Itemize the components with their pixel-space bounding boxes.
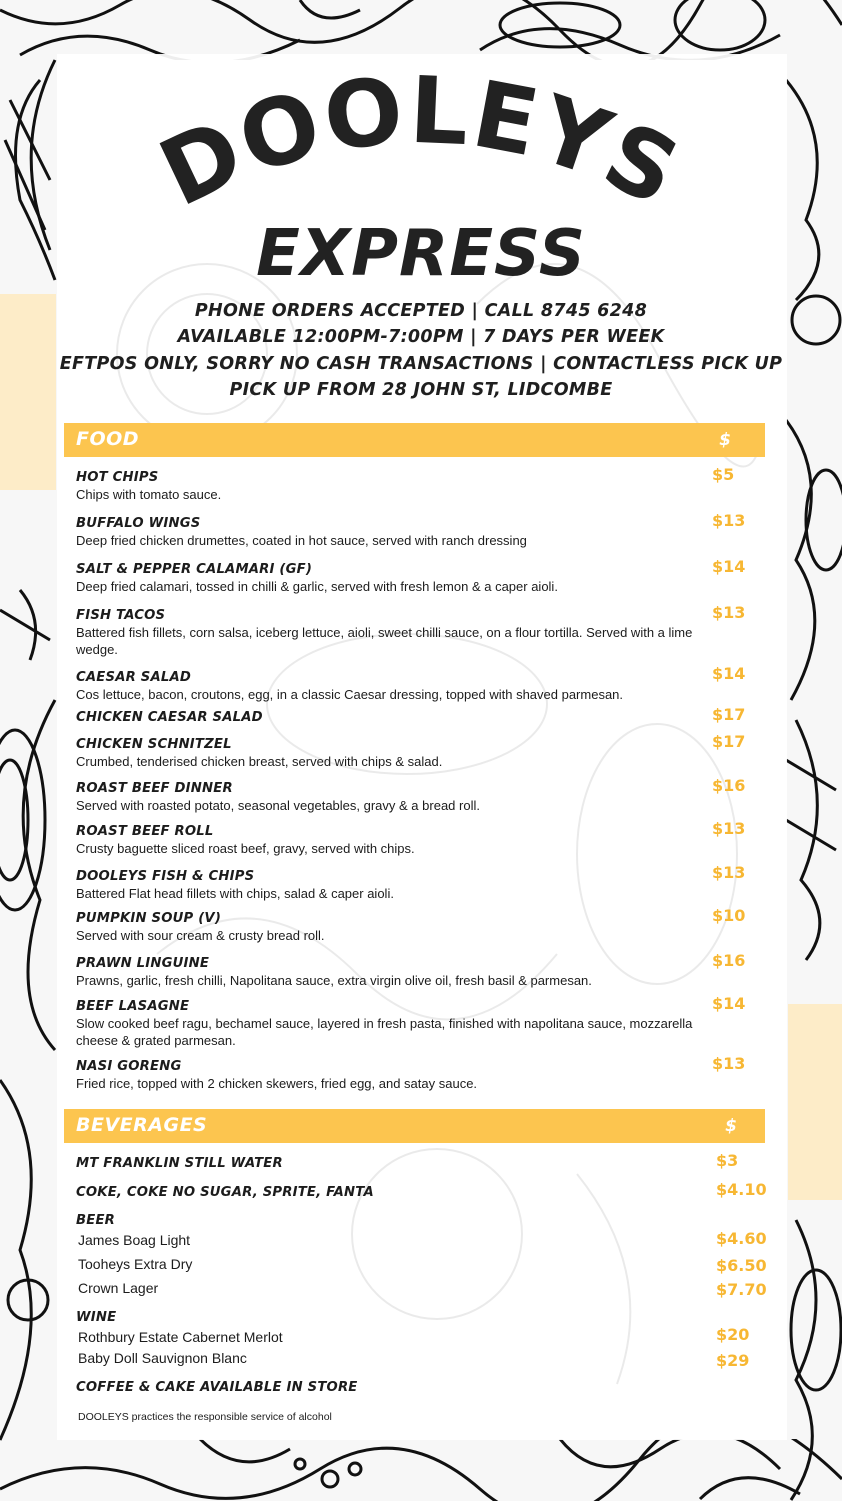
menu-item-roast-beef-roll bbox=[76, 823, 766, 857]
beverage-category-name: WINE bbox=[76, 1310, 117, 1325]
logo-line1: DOOLEYS bbox=[144, 56, 697, 228]
menu-item-name: SALT & PEPPER CALAMARI (GF) bbox=[76, 562, 313, 577]
beverages-currency-label: $ bbox=[725, 1116, 737, 1136]
beverage-price: $3 bbox=[716, 1151, 739, 1170]
menu-item-buffalo-wings bbox=[76, 515, 766, 549]
menu-item-description: Deep fried chicken drumettes, coated in hot sauce, served with ranch dressing bbox=[76, 533, 527, 548]
beverage-name: MT FRANKLIN STILL WATER bbox=[76, 1156, 283, 1171]
beverage-category-name: BEER bbox=[76, 1213, 116, 1228]
menu-item-name: PUMPKIN SOUP (V) bbox=[76, 911, 222, 926]
brand-logo bbox=[0, 0, 842, 290]
menu-item-name: CHICKEN CAESAR SALAD bbox=[76, 710, 263, 725]
menu-item-name: ROAST BEEF DINNER bbox=[76, 781, 233, 796]
info-pickup-line: PICK UP FROM 28 JOHN ST, LIDCOMBE bbox=[229, 379, 613, 400]
beverage-water bbox=[76, 1155, 766, 1172]
menu-item-name: DOOLEYS FISH & CHIPS bbox=[76, 869, 255, 884]
beer-item-price: $4.60 bbox=[716, 1229, 767, 1248]
menu-item-description: Slow cooked beef ragu, bechamel sauce, layered in fresh pasta, finished with napolitana sauce, mozzarella cheese & grated parmesan. bbox=[76, 1016, 693, 1048]
wine-item-price: $20 bbox=[716, 1325, 750, 1344]
beverage-beer-heading bbox=[76, 1212, 766, 1229]
menu-item-price: $13 bbox=[712, 819, 746, 838]
menu-item-description: Battered Flat head fillets with chips, salad & caper aioli. bbox=[76, 886, 394, 901]
menu-item-calamari bbox=[76, 561, 766, 595]
menu-item-price: $17 bbox=[712, 705, 746, 724]
menu-item-beef-lasagne bbox=[76, 998, 766, 1049]
info-phone-line: PHONE ORDERS ACCEPTED | CALL 8745 6248 bbox=[194, 301, 648, 321]
menu-item-hot-chips bbox=[76, 469, 766, 503]
menu-item-price: $13 bbox=[712, 863, 746, 882]
menu-item-price: $14 bbox=[712, 664, 746, 683]
beer-item-price: $7.70 bbox=[716, 1280, 767, 1299]
menu-item-price: $5 bbox=[712, 465, 735, 484]
menu-item-roast-beef-dinner bbox=[76, 780, 766, 814]
menu-item-name: ROAST BEEF ROLL bbox=[76, 824, 214, 839]
logo-line2: EXPRESS bbox=[256, 217, 586, 290]
menu-item-name: NASI GORENG bbox=[76, 1059, 182, 1074]
info-payment-line: EFTPOS ONLY, SORRY NO CASH TRANSACTIONS | CONTACTLESS PICK UP bbox=[59, 353, 783, 374]
menu-item-name: BEEF LASAGNE bbox=[76, 999, 190, 1014]
menu-item-chicken-schnitzel bbox=[76, 736, 766, 770]
responsible-service-note: DOOLEYS practices the responsible service of alcohol bbox=[78, 1411, 332, 1423]
menu-item-description: Served with sour cream & crusty bread roll. bbox=[76, 928, 325, 943]
menu-item-name: CHICKEN SCHNITZEL bbox=[76, 737, 232, 752]
bottom-vegetable-illustration bbox=[0, 1439, 842, 1501]
menu-item-price: $10 bbox=[712, 906, 746, 925]
beer-item-name: James Boag Light bbox=[78, 1232, 191, 1248]
right-accent-tab bbox=[788, 1004, 842, 1200]
beer-item-name: Crown Lager bbox=[78, 1280, 159, 1296]
menu-item-caesar-salad bbox=[76, 669, 766, 703]
menu-item-price: $14 bbox=[712, 557, 746, 576]
menu-item-chicken-caesar-salad bbox=[76, 709, 766, 726]
menu-item-name: HOT CHIPS bbox=[76, 470, 159, 485]
menu-item-fish-tacos bbox=[76, 607, 766, 658]
info-hours-line: AVAILABLE 12:00PM-7:00PM | 7 DAYS PER WEEK bbox=[177, 327, 665, 348]
menu-item-description: Chips with tomato sauce. bbox=[76, 487, 222, 502]
menu-item-pumpkin-soup bbox=[76, 910, 766, 944]
beer-item-price: $6.50 bbox=[716, 1256, 767, 1275]
menu-item-fish-and-chips bbox=[76, 868, 766, 902]
menu-item-description: Cos lettuce, bacon, croutons, egg, in a classic Caesar dressing, topped with shaved parmesan. bbox=[76, 687, 624, 702]
menu-item-name: CAESAR SALAD bbox=[76, 670, 192, 685]
menu-item-description: Prawns, garlic, fresh chilli, Napolitana sauce, extra virgin olive oil, fresh basil & parmesan. bbox=[76, 973, 592, 988]
wine-item-name: Baby Doll Sauvignon Blanc bbox=[78, 1350, 247, 1366]
menu-item-name: PRAWN LINGUINE bbox=[76, 956, 210, 971]
menu-item-description: Deep fried calamari, tossed in chilli & garlic, served with fresh lemon & a caper aioli. bbox=[76, 579, 558, 594]
beverage-name: COKE, COKE NO SUGAR, SPRITE, FANTA bbox=[76, 1185, 374, 1200]
menu-item-price: $13 bbox=[712, 511, 746, 530]
beverage-soft-drinks bbox=[76, 1184, 766, 1201]
menu-item-prawn-linguine bbox=[76, 955, 766, 989]
menu-item-name: FISH TACOS bbox=[76, 608, 166, 623]
menu-item-description: Crusty baguette sliced roast beef, gravy, served with chips. bbox=[76, 841, 415, 856]
menu-item-price: $14 bbox=[712, 994, 746, 1013]
menu-item-description: Battered fish fillets, corn salsa, iceberg lettuce, aioli, sweet chilli sauce, on a flour tortilla. Served with a lime wedge. bbox=[76, 625, 693, 657]
menu-item-price: $13 bbox=[712, 603, 746, 622]
beverage-price: $4.10 bbox=[716, 1180, 767, 1199]
beverage-wine-heading bbox=[76, 1309, 766, 1326]
menu-item-price: $17 bbox=[712, 732, 746, 751]
food-currency-label: $ bbox=[719, 430, 731, 450]
wine-item-name: Rothbury Estate Cabernet Merlot bbox=[78, 1329, 283, 1345]
beverages-section-header bbox=[64, 1109, 765, 1143]
menu-item-nasi-goreng bbox=[76, 1058, 766, 1092]
order-info bbox=[0, 298, 842, 403]
wine-item-price: $29 bbox=[716, 1351, 750, 1370]
menu-item-price: $13 bbox=[712, 1054, 746, 1073]
beer-item-name: Tooheys Extra Dry bbox=[78, 1256, 193, 1272]
menu-item-price: $16 bbox=[712, 776, 746, 795]
menu-item-description: Served with roasted potato, seasonal vegetables, gravy & a bread roll. bbox=[76, 798, 480, 813]
menu-item-description: Fried rice, topped with 2 chicken skewers, fried egg, and satay sauce. bbox=[76, 1076, 478, 1091]
menu-item-description: Crumbed, tenderised chicken breast, served with chips & salad. bbox=[76, 754, 443, 769]
menu-item-name: BUFFALO WINGS bbox=[76, 516, 201, 531]
beverages-section-title: BEVERAGES bbox=[76, 1114, 208, 1136]
menu-item-price: $16 bbox=[712, 951, 746, 970]
food-section-title: FOOD bbox=[76, 428, 140, 450]
coffee-cake-note bbox=[76, 1379, 766, 1396]
food-section-header bbox=[64, 423, 765, 457]
coffee-cake-text: COFFEE & CAKE AVAILABLE IN STORE bbox=[76, 1380, 358, 1395]
